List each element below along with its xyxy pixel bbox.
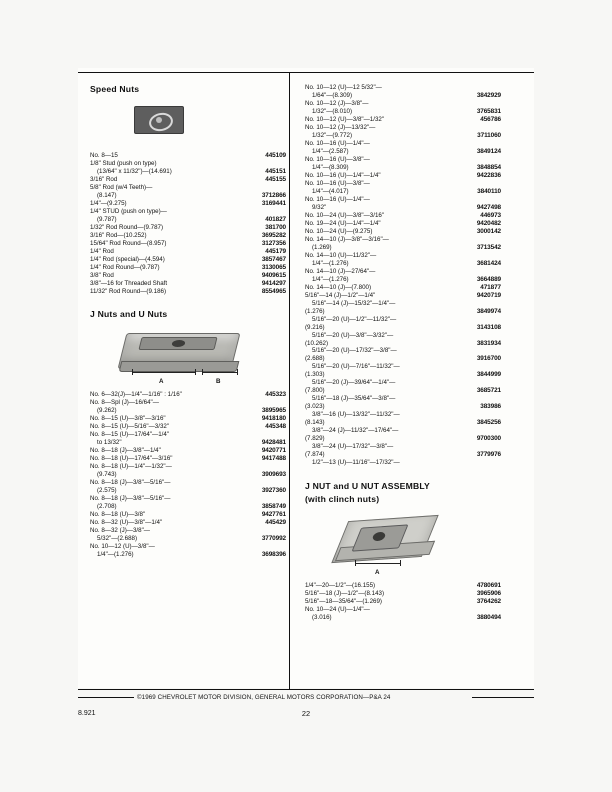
list-item: No. 10—24 (U)—(9.275) 3000142 <box>305 227 501 235</box>
part-number: 3127356 <box>261 239 286 247</box>
part-number: 9428481 <box>261 439 286 447</box>
part-number: 3895965 <box>261 407 286 415</box>
list-item: (2.575) 3927360 <box>97 487 286 495</box>
footer-rule-left <box>78 697 134 698</box>
part-number: 3831934 <box>476 339 501 347</box>
column-divider <box>289 72 290 690</box>
list-item: 1/32"—(9.772) 3711060 <box>312 131 501 139</box>
part-number: 3711060 <box>477 131 501 139</box>
list-item: No. 10—12 (J)—13/32"— <box>305 123 376 131</box>
list-item: 3/8"—16 for Threaded Shaft 9414297 <box>90 279 286 287</box>
part-number: 445151 <box>265 167 286 175</box>
part-number: 4780691 <box>476 581 501 589</box>
part-number: 3840110 <box>477 187 501 195</box>
list-item: No. 10—12 (J)—3/8"— <box>305 99 369 107</box>
part-number: 3849124 <box>476 147 501 155</box>
list-item: (10.262) 3831934 <box>305 339 501 347</box>
list-item: No. 8—15 (U)—3/8"—3/16" 9418180 <box>90 415 286 423</box>
part-number: 9700300 <box>476 435 501 443</box>
list-item: 3/16" Rod—(10.252) 3695282 <box>90 231 286 239</box>
list-item: No. 10—12 (U)—3/8"—1/32" 456786 <box>305 115 501 123</box>
list-item: 1/4"—(1.276) 3681424 <box>312 259 501 267</box>
list-item: (3.023) 383986 <box>305 403 501 411</box>
list-item: 5/16"—20 (U)—1/2"—11/32"— <box>312 315 397 323</box>
part-number: 3849974 <box>476 307 501 315</box>
part-number: 3664889 <box>476 275 501 283</box>
part-number: 3695282 <box>261 231 286 239</box>
part-number: 3130065 <box>261 263 286 271</box>
part-number: 3765831 <box>476 107 501 115</box>
list-item: No. 10—16 (U)—3/8"— <box>305 155 370 163</box>
part-number: 8554965 <box>261 287 286 295</box>
list-item: 5/16"—14 (J)—1/2"—1/4" 9420719 <box>305 291 501 299</box>
speed-nut-photo <box>90 104 286 140</box>
list-item: 11/32" Rod Round—(9.186) 8554965 <box>90 287 286 295</box>
list-item: No. 19—24 (U)—1/4"—1/4" 9420482 <box>305 219 501 227</box>
part-number: 401827 <box>265 215 286 223</box>
part-number: 3712866 <box>261 191 286 199</box>
part-number: 9418180 <box>261 415 286 423</box>
list-item: 1/4"—(1.276) 3664889 <box>312 275 501 283</box>
part-number: 3770992 <box>261 535 286 543</box>
part-number: 3779976 <box>476 451 501 459</box>
list-item: 3/8"—16 (U)—13/32"—11/32"— <box>312 411 400 419</box>
part-number: 3685721 <box>476 387 501 395</box>
list-item: No. 14—10 (J)—3/8"—3/16"— <box>305 235 389 243</box>
part-number: 3143108 <box>476 323 501 331</box>
part-number: 3880494 <box>476 613 501 621</box>
list-item: 5/16"—20 (U)—3/8"—3/32"— <box>312 331 394 339</box>
list-item: No. 14—10 (J)—27/64"— <box>305 267 376 275</box>
list-item: 3/8"—24 (J)—11/32"—17/64"— <box>312 427 399 435</box>
dimension-line-a <box>132 369 196 375</box>
section-title-speed-nuts: Speed Nuts <box>90 84 140 94</box>
part-number: 3681424 <box>476 259 501 267</box>
j-nut-assembly-diagram <box>321 514 471 580</box>
part-number: 9420719 <box>476 291 501 299</box>
list-item: (13/64" x 11/32")—(14.691) 445151 <box>97 167 286 175</box>
dimension-label-a: A <box>375 568 380 576</box>
list-item: 1/32" Rod Round—(9.787) 381700 <box>90 223 286 231</box>
list-item: 1/4"—(8.309) 3848854 <box>312 163 501 171</box>
bottom-rule <box>78 689 534 690</box>
list-item: 5/16"—18—35/64"—(1.269) 3764262 <box>305 597 501 605</box>
list-item: No. 10—24 (U)—1/4"— <box>305 605 370 613</box>
list-item: 5/16"—18 (J)—35/64"—3/8"— <box>312 395 396 403</box>
part-number: 9420482 <box>476 219 501 227</box>
part-number: 3848854 <box>476 163 501 171</box>
list-item: to 13/32" 9428481 <box>97 439 286 447</box>
speed-nut-image <box>134 106 184 134</box>
part-number: 445429 <box>265 519 286 527</box>
list-item: No. 6—32(J)—1/4"—1/16" : 1/16" 445323 <box>90 391 286 399</box>
list-item: (8.143) 3845256 <box>305 419 501 427</box>
list-item: 1/4" STUD (push on type)— <box>90 207 167 215</box>
list-item: 3/16" Rod 445155 <box>90 175 286 183</box>
part-number: 445179 <box>265 247 286 255</box>
part-number: 446973 <box>480 211 501 219</box>
list-item: No. 8—18 (U)—1/4"—1/32"— <box>90 463 172 471</box>
list-item: 5/16"—14 (J)—15/32"—1/4"— <box>312 299 396 307</box>
list-item: 1/4" Rod (special)—(4.594) 3857467 <box>90 255 286 263</box>
list-item: No. 10—24 (U)—3/8"—3/16" 446973 <box>305 211 501 219</box>
list-item: 1/8" Stud (push on type) <box>90 159 157 167</box>
list-item: 5/16"—20 (U)—17/32"—3/8"— <box>312 347 397 355</box>
list-item: No. 10—16 (U)—3/8"— <box>305 179 370 187</box>
list-item: 1/4"—(2.587) 3849124 <box>312 147 501 155</box>
u-nuts-list <box>305 84 501 467</box>
list-item: (1.269) 3713542 <box>312 243 501 251</box>
list-item: 1/4" Rod 445179 <box>90 247 286 255</box>
list-item: 5/16"—18 (J)—1/2"—(8.143) 3965906 <box>305 589 501 597</box>
right-column <box>305 84 501 622</box>
j-nut-diagram <box>106 327 256 389</box>
list-item: (1.303) 3844999 <box>305 371 501 379</box>
list-item: 1/4"—20—1/2"—(16.155) 4780691 <box>305 581 501 589</box>
list-item: 1/32"—(8.010) 3765831 <box>312 107 501 115</box>
list-item: (3.016) 3880494 <box>312 613 501 621</box>
list-item: No. 8—18 (U)—17/64"—3/16" 9417488 <box>90 455 286 463</box>
list-item: (7.874) 3779976 <box>305 451 501 459</box>
dimension-line-b <box>202 369 238 375</box>
list-item: No. 10—12 (U)—12 5/32"— <box>305 84 382 91</box>
part-number: 9414297 <box>261 279 286 287</box>
list-item: 1/64"—(8.309) 3842929 <box>312 91 501 99</box>
assembly-list <box>305 582 501 622</box>
part-number: 9420771 <box>261 447 286 455</box>
speed-nuts-list <box>90 152 286 295</box>
section-subtitle-assembly: (with clinch nuts) <box>305 493 380 504</box>
list-item: No. 10—16 (U)—1/4"— <box>305 139 370 147</box>
list-item: (2.688) 3916700 <box>305 355 501 363</box>
footer-section-code: 8.921 <box>78 710 96 717</box>
part-number: 3000142 <box>476 227 501 235</box>
part-number: 3909693 <box>261 471 286 479</box>
part-number: 3844999 <box>476 371 501 379</box>
dimension-label-b: B <box>216 378 221 386</box>
list-item: No. 8—15 (U)—5/16"—3/32" 445348 <box>90 423 286 431</box>
list-item: (1.276) 3849974 <box>305 307 501 315</box>
list-item: No. 10—16 (U)—1/4"— <box>305 195 370 203</box>
part-number: 3965906 <box>476 589 501 597</box>
part-number: 9427761 <box>261 511 286 519</box>
left-column <box>90 84 286 559</box>
list-item: (9.743) 3909693 <box>97 471 286 479</box>
list-item: No. 8—18 (J)—3/8"—1/4" 9420771 <box>90 447 286 455</box>
part-number: 9427498 <box>476 203 501 211</box>
part-number: 3857467 <box>261 255 286 263</box>
part-number: 3842929 <box>476 91 501 99</box>
list-item: No. 8—15 (U)—17/64"—1/4" <box>90 431 170 439</box>
footer-copyright: ©1969 CHEVROLET MOTOR DIVISION, GENERAL MOTORS CORPORATION—P&A 24 <box>137 694 391 701</box>
list-item: 1/2"—13 (U)—11/16"—17/32"— <box>312 459 400 467</box>
part-number: 445323 <box>265 391 286 399</box>
list-item: (9.262) 3895965 <box>97 407 286 415</box>
part-number: 3169441 <box>261 199 286 207</box>
part-number: 3916700 <box>476 355 501 363</box>
list-item: 5/32"—(2.688) 3770992 <box>97 535 286 543</box>
list-item: 1/4"—(9.275) 3169441 <box>90 199 286 207</box>
list-item: 3/8" Rod 9409615 <box>90 271 286 279</box>
list-item: No. 8—15 445109 <box>90 152 286 159</box>
list-item: 1/4" Rod Round—(9.787) 3130065 <box>90 263 286 271</box>
list-item: No. 8—18 (J)—3/8"—5/16"— <box>90 479 171 487</box>
list-item: No. 14—10 (J)—(7.800) 471877 <box>305 283 501 291</box>
list-item: 15/64" Rod Round—(8.957) 3127356 <box>90 239 286 247</box>
footer-rule-right <box>472 697 534 698</box>
part-number: 471877 <box>480 283 501 291</box>
list-item: No. 14—10 (U)—11/32"— <box>305 251 377 259</box>
page-number: 22 <box>301 709 311 718</box>
list-item: 5/16"—20 (J)—39/64"—1/4"— <box>312 379 396 387</box>
list-item: (9.216) 3143108 <box>305 323 501 331</box>
part-number: 3845256 <box>476 419 501 427</box>
list-item: No. 8—18 (J)—3/8"—5/16"— <box>90 495 171 503</box>
part-number: 445155 <box>265 175 286 183</box>
part-number: 456786 <box>480 115 501 123</box>
part-number: 3858749 <box>261 503 286 511</box>
part-number: 3698396 <box>261 551 286 559</box>
list-item: No. 8—Spl (J)—16/64"— <box>90 399 159 407</box>
j-nuts-list <box>90 391 286 558</box>
top-rule <box>78 72 534 73</box>
list-item: 3/8"—24 (U)—17/32"—3/8"— <box>312 443 394 451</box>
list-item: (2.708) 3858749 <box>97 503 286 511</box>
section-title-assembly: J NUT and U NUT ASSEMBLY <box>305 480 430 491</box>
list-item: (9.787) 401827 <box>97 215 286 223</box>
list-item: No. 8—18 (U)—3/8" 9427761 <box>90 511 286 519</box>
list-item: (7.800) 3685721 <box>305 387 501 395</box>
part-number: 9422836 <box>476 171 501 179</box>
list-item: (8.147) 3712866 <box>97 191 286 199</box>
part-number: 381700 <box>265 223 286 231</box>
list-item: No. 8—32 (J)—3/8"— <box>90 527 150 535</box>
part-number: 3764262 <box>476 597 501 605</box>
part-number: 445348 <box>265 423 286 431</box>
list-item: No. 10—16 (U)—1/4"—1/4" 9422836 <box>305 171 501 179</box>
part-number: 9417488 <box>261 455 286 463</box>
section-title-j-nuts-u-nuts: J Nuts and U Nuts <box>90 309 168 320</box>
list-item: (7.829) 9700300 <box>305 435 501 443</box>
part-number: 445109 <box>265 152 286 159</box>
list-item: 1/4"—(4.017) 3840110 <box>312 187 501 195</box>
part-number: 9409615 <box>261 271 286 279</box>
list-item: 5/16"—20 (U)—7/16"—11/32"— <box>312 363 400 371</box>
part-number: 3927360 <box>261 487 286 495</box>
part-number: 383986 <box>480 403 501 411</box>
list-item: 5/8" Rod (w/4 Teeth)— <box>90 183 153 191</box>
list-item: No. 8—32 (U)—3/8"—1/4" 445429 <box>90 519 286 527</box>
list-item: 1/4"—(1.276) 3698396 <box>97 551 286 559</box>
part-number: 3713542 <box>476 243 501 251</box>
dimension-line-a <box>355 560 401 566</box>
list-item: 9/32" 9427498 <box>312 203 501 211</box>
list-item: No. 10—12 (U)—3/8"— <box>90 543 155 551</box>
dimension-label-a: A <box>159 378 164 386</box>
